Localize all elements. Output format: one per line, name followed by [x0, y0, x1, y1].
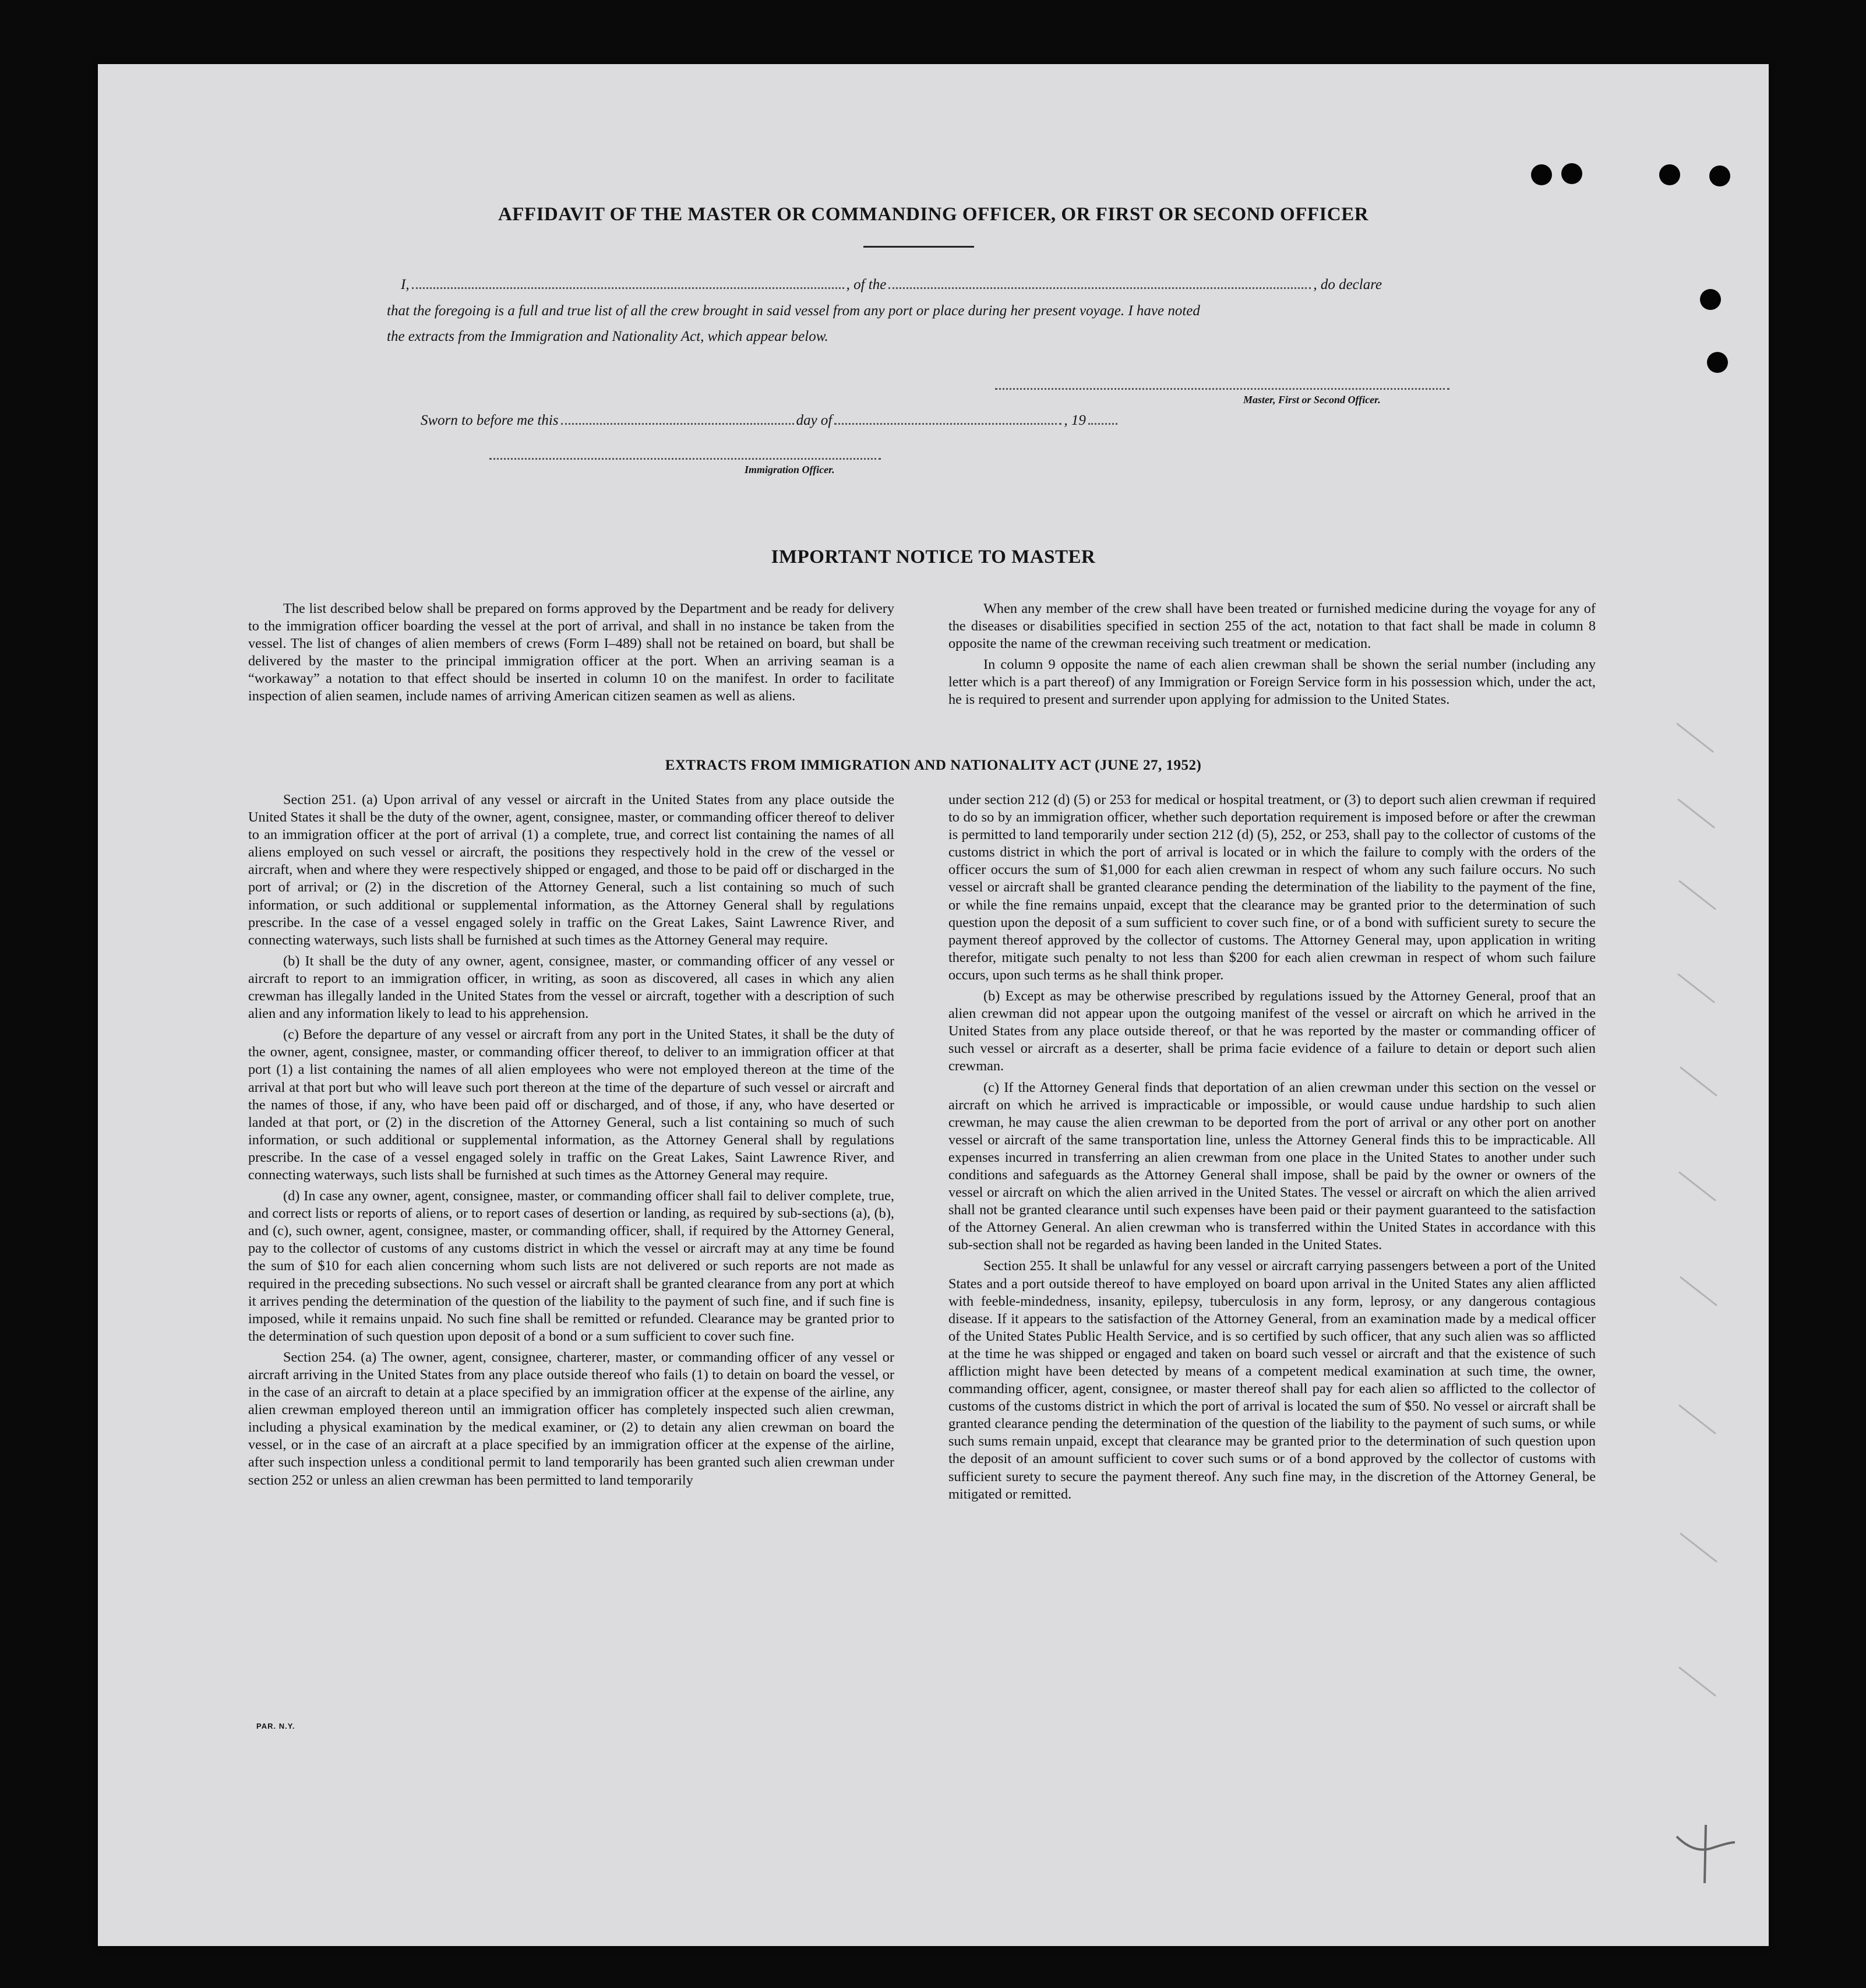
scan-scratch — [1680, 1276, 1717, 1306]
notice-right-column — [948, 600, 1596, 713]
extract-paragraph: (b) It shall be the duty of any owner, agent, consignee, master, or commanding officer of any vessel or aircraft to report to an immigration officer, in writing, as soon as discovered, all cases in which any alien crewman has illegally landed in the United States from the vessel or aircraft, together with a description of such alien and any information likely to lead to his apprehension. — [248, 953, 894, 1022]
affidavit-declare-label: , do declare — [1313, 277, 1382, 292]
affidavit-statement-line-2: the extracts from the Immigration and Nationality Act, which appear below. — [387, 329, 828, 344]
year-label: , 19 — [1064, 413, 1086, 428]
master-signature-caption: Master, First or Second Officer. — [1243, 394, 1381, 406]
punch-hole — [1707, 352, 1728, 373]
day-of-label: day of — [796, 413, 833, 428]
sworn-day-blank[interactable] — [561, 422, 794, 425]
title-rule — [863, 246, 974, 248]
scan-scratch — [1680, 1066, 1717, 1097]
punch-hole — [1700, 289, 1721, 310]
vessel-blank-field[interactable] — [888, 287, 1311, 289]
notice-left-column — [248, 600, 894, 709]
affidavit-statement-line: that the foregoing is a full and true list of all the crew brought in said vessel from any port or place during her present voyage. I have noted — [387, 303, 1200, 319]
extract-paragraph: (c) Before the departure of any vessel or aircraft from any port in the United States, it shall be the duty of the owner, agent, consignee, master, or commanding officer thereof, to deliver to an immigration officer at that port (1) a list containing the names of all alien employees who were not employed thereon at the time of the arrival at that port but who will leave such port thereon at the time of the departure of such vessel or aircraft and the names of those, if any, who have been paid off or discharged, and of those, if any, who have deserted or landed at that port, or (2) in the discretion of the Attorney General, such a list containing so much of such information, or such additional or supplemental information, as the Attorney General shall by regulations prescribe. In the case of a vessel engaged solely in traffic on the Great Lakes, Saint Lawrence River, and connecting waterways, such lists shall be furnished at such times as the Attorney General may require. — [248, 1027, 894, 1183]
scan-scratch — [1678, 1404, 1716, 1434]
master-signature-line[interactable] — [995, 388, 1449, 390]
extract-paragraph: Section 251. (a) Upon arrival of any vessel or aircraft in the United States from any place outside the United States it shall be the duty of the owner, agent, consignee, master, or commanding officer thereof to deliver to an immigration officer at the port of arrival (1) a complete, true, and correct list containing the names of all aliens employed on such vessel or aircraft, the positions they respectively hold in the crew of the vessel or aircraft, when and where they were respectively shipped or engaged, and those to be paid off or discharged in the port of arrival; or (2) in the discretion of the Attorney General, such a list containing so much of such information, or such additional or supplemental information, as the Attorney General shall by regulations prescribe. In the case of a vessel engaged solely in traffic on the Great Lakes, Saint Lawrence River, and connecting waterways, such lists shall be furnished at such times as the Attorney General may require. — [248, 792, 894, 948]
extract-paragraph: (b) Except as may be otherwise prescribed by regulations issued by the Attorney General, proof that an alien crewman did not appear upon the outgoing manifest of the vessel or aircraft on which he arrived in the United States from any place outside thereof, or that he was reported by the master or commanding officer of such vessel or aircraft as a deserter, shall be prima facie evidence of a failure to detain or deport such alien crewman. — [948, 988, 1596, 1074]
scan-scratch — [1680, 1532, 1717, 1563]
notice-paragraph: When any member of the crew shall have been treated or furnished medicine during the voyage for any of the diseases or disabilities specified in section 255 of the act, notation to that fact shall be made in column 8 opposite the name of the crewman receiving such treatment or medication. — [948, 601, 1596, 652]
notice-title: IMPORTANT NOTICE TO MASTER — [771, 547, 1096, 568]
scan-scratch — [1678, 1171, 1716, 1201]
officer-signature-line[interactable] — [489, 458, 881, 460]
notice-paragraph: In column 9 opposite the name of each alien crewman shall be shown the serial number (including any letter which is a part thereof) of any Immigration or Foreign Service form in his possession which, under the act, he is required to present and surrender upon applying for admission to the United States. — [948, 657, 1596, 708]
scan-scratch — [1678, 880, 1716, 910]
extract-paragraph: Section 255. It shall be unlawful for any vessel or aircraft carrying passengers between a port of the United States and a port outside thereof to have employed on board upon arrival in the United States any alien afflicted with feeble-mindedness, insanity, epilepsy, tuberculosis in any form, leprosy, or any dangerous contagious disease. If it appears to the satisfaction of the Attorney General, from an examination made by a medical officer of the United States Public Health Service, and is so certified by such officer, that any such alien was so afflicted at the time he was shipped or engaged and taken on board such vessel or aircraft and that the existence of such affliction might have been detected by means of a competent medical examination at such time, the owner, commanding officer, agent, consignee, or master thereof shall pay for each alien so afflicted to the collector of customs of the customs district in which the port of arrival is located the sum of $50. No vessel or aircraft shall be granted clearance pending the determination of the question of the liability to the payment of such sums, or while such sums remain unpaid, except that clearance may be granted prior to the determination of such question upon the deposit of an amount sufficient to cover such sums or of a bond approved by the collector of customs with sufficient surety to secure the payment thereof. Any such fine may, in the discretion of the Attorney General, be mitigated or remitted. — [948, 1258, 1596, 1502]
sworn-line — [421, 413, 1120, 429]
punch-hole — [1709, 165, 1730, 186]
extract-paragraph: (c) If the Attorney General finds that deportation of an alien crewman under this section on the vessel or aircraft on which he arrived is impracticable or impossible, or would cause undue hardship to such alien crewman, he may cause the alien crewman to be deported from the port of arrival or any other port on another vessel or aircraft of the same transportation line, unless the Attorney General finds this to be impracticable. All expenses incurred in transferring an alien crewman from one place in the United States to another under such conditions and safeguards as the Attorney General shall impose, shall be paid by the owner or owners of the vessel or aircraft on which the alien arrived in the United States. The vessel or aircraft on which the alien arrived shall not be granted clearance until such expenses have been paid or their payment guaranteed to the satisfaction of the Attorney General. An alien crewman who is transferred within the United States in accordance with this sub-section shall not be regarded as having been landed in the United States. — [948, 1079, 1596, 1253]
affidavit-title: AFFIDAVIT OF THE MASTER OR COMMANDING OFFICER, OR FIRST OR SECOND OFFICER — [498, 204, 1369, 225]
sworn-year-blank[interactable] — [1088, 422, 1117, 425]
extract-paragraph: under section 212 (d) (5) or 253 for medical or hospital treatment, or (3) to deport such alien crewman if required to do so by an immigration officer, whether such deportation requirement is imposed before or after the crewman is permitted to land temporarily under section 212 (d) (5), 252, or 253, shall pay to the collector of customs of the customs district in which the port of arrival is located or in which the failure to comply with the orders of the officer occurs the sum of $1,000 for each alien crewman in respect of whom any such failure occurs. No such vessel or aircraft shall be granted clearance pending the determination of the liability to the payment of the fine, or while the fine remains unpaid, except that the clearance may be granted prior to the determination of such question upon the deposit of a sum sufficient to cover such fine, or of a bond with sufficient surety to secure the payment thereof approved by the collector of customs. The Attorney General may, upon application in writing therefor, mitigate such penalty to not less than $200 for each alien crewman in respect of whom such failure occurs, upon such terms as he shall think proper. — [948, 792, 1596, 983]
punch-hole — [1531, 164, 1552, 185]
name-blank-field[interactable] — [412, 287, 844, 289]
notice-paragraph: The list described below shall be prepared on forms approved by the Department and be ready for delivery to the immigration officer boarding the vessel at the port of arrival, and shall in no instance be taken from the vessel. The list of changes of alien members of crews (Form I–489) shall not be retained on board, but shall be delivered by the master to the principal immigration officer at the port. When an arriving seaman is a “workaway” a notation to that effect should be inserted in column 10 on the manifest. In order to facilitate inspection of alien seamen, include names of arriving American citizen seamen as well as aliens. — [248, 601, 894, 704]
handwritten-mark — [1671, 1819, 1741, 1889]
affidavit-declaration-line — [401, 277, 1382, 293]
scan-scratch — [1678, 1666, 1716, 1697]
affidavit-i-label: I, — [401, 277, 410, 292]
extracts-left-column — [248, 791, 894, 1493]
scan-scratch — [1676, 722, 1714, 753]
document-page — [98, 64, 1769, 1946]
scan-scratch — [1677, 973, 1715, 1003]
punch-hole — [1659, 164, 1680, 185]
officer-signature-caption: Immigration Officer. — [745, 464, 835, 475]
punch-hole — [1561, 163, 1582, 184]
extracts-title: EXTRACTS FROM IMMIGRATION AND NATIONALITY ACT (JUNE 27, 1952) — [665, 757, 1202, 773]
affidavit-of-the-label: , of the — [846, 277, 887, 292]
sworn-label: Sworn to before me this — [421, 413, 559, 428]
scan-scratch — [1677, 798, 1715, 829]
printer-mark: PAR. N.Y. — [256, 1722, 295, 1730]
extract-paragraph: (d) In case any owner, agent, consignee, master, or commanding officer shall fail to deliver complete, true, and correct lists or reports of aliens, or to report cases of desertion or landing, as required by sub-sections (a), (b), and (c), such owner, agent, consignee, master, or commanding officer, shall, if required by the Attorney General, pay to the collector of customs of any customs district in which the vessel or aircraft may at any time be found the sum of $10 for each alien concerning whom such lists are not delivered or such reports are not made as required in the preceding subsections. No such vessel or aircraft shall be granted clearance from any port at which it arrives pending the determination of the question of the liability to the payment of such fine, and if such fine is imposed, while it remains unpaid. No such fine shall be remitted or refunded. Clearance may be granted prior to the determination of such question upon deposit of a bond or a sum sufficient to cover such fine. — [248, 1188, 894, 1344]
extracts-right-column — [948, 791, 1596, 1507]
sworn-month-blank[interactable] — [834, 422, 1061, 425]
extract-paragraph: Section 254. (a) The owner, agent, consignee, charterer, master, or commanding officer of any vessel or aircraft arriving in the United States from any place outside thereof who fails (1) to detain on board the vessel, or in the case of an aircraft to detain at a place specified by an immigration officer at the expense of the airline, any alien crewman employed thereon until an immigration officer has completely inspected such alien crewman, including a physical examination by the medical examiner, or (2) to detain any alien crewman on board the vessel, or in the case of an aircraft at a place specified by an immigration officer at the expense of the airline, after such inspection unless a conditional permit to land temporarily has been granted such alien crewman under section 252 or unless an alien crewman has been permitted to land temporarily — [248, 1349, 894, 1488]
